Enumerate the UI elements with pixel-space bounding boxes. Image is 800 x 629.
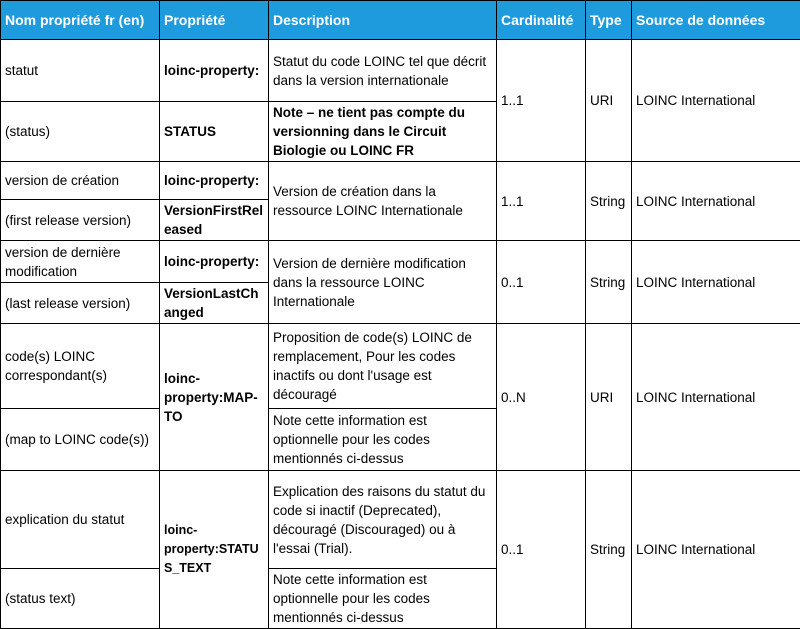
table-row [1,162,800,200]
property-cell: loinc-property:STATUS_TEXT [160,471,269,629]
property-cell: VersionLastChanged [160,283,269,324]
cardinality-cell: 0..N [497,324,586,471]
property-cell: loinc-property: [160,162,269,200]
name-fr-cell: statut [1,40,160,102]
property-cell: loinc-property: [160,40,269,102]
header-name: Nom propriété fr (en) [1,1,160,40]
name-en-cell: (last release version) [1,283,160,324]
description-note-cell: Note – ne tient pas compte du versionning dans le Circuit Biologie ou LOINC FR [269,102,497,162]
table-row [1,471,800,569]
name-fr-cell: version de dernière modification [1,241,160,283]
header-cardinality: Cardinalité [497,1,586,40]
header-property: Propriété [160,1,269,40]
source-cell: LOINC International [632,324,800,471]
header-source: Source de données [632,1,800,40]
header-description: Description [269,1,497,40]
name-fr-cell: code(s) LOINC correspondant(s) [1,324,160,409]
name-en-cell: (status) [1,102,160,162]
table-row [1,241,800,283]
table-row [1,324,800,409]
table-row [1,40,800,102]
source-cell: LOINC International [632,241,800,324]
source-cell: LOINC International [632,40,800,162]
name-en-cell: (first release version) [1,200,160,241]
cardinality-cell: 1..1 [497,162,586,241]
cardinality-cell: 0..1 [497,241,586,324]
cardinality-cell: 1..1 [497,40,586,162]
description-cell: Proposition de code(s) LOINC de remplacement, Pour les codes inactifs ou dont l'usage est découragé [269,324,497,409]
source-cell: LOINC International [632,162,800,241]
name-en-cell: (map to LOINC code(s)) [1,409,160,471]
name-en-cell: (status text) [1,569,160,629]
property-cell: VersionFirstReleased [160,200,269,241]
name-fr-cell: explication du statut [1,471,160,569]
property-cell: loinc-property:MAP-TO [160,324,269,471]
property-cell: loinc-property: [160,241,269,283]
property-cell: STATUS [160,102,269,162]
type-cell: URI [586,40,632,162]
type-cell: URI [586,324,632,471]
cardinality-cell: 0..1 [497,471,586,629]
source-cell: LOINC International [632,471,800,629]
name-fr-cell: version de création [1,162,160,200]
description-cell: Statut du code LOINC tel que décrit dans la version internationale [269,40,497,102]
description-note-cell: Note cette information est optionnelle pour les codes mentionnés ci-dessus [269,409,497,471]
description-cell: Version de création dans la ressource LOINC Internationale [269,162,497,241]
header-row [1,1,800,40]
description-cell: Version de dernière modification dans la ressource LOINC Internationale [269,241,497,324]
header-type: Type [586,1,632,40]
description-cell: Explication des raisons du statut du code si inactif (Deprecated), découragé (Discouraged) ou à l'essai (Trial). [269,471,497,569]
type-cell: String [586,471,632,629]
description-note-cell: Note cette information est optionnelle pour les codes mentionnés ci-dessus [269,569,497,629]
type-cell: String [586,162,632,241]
type-cell: String [586,241,632,324]
